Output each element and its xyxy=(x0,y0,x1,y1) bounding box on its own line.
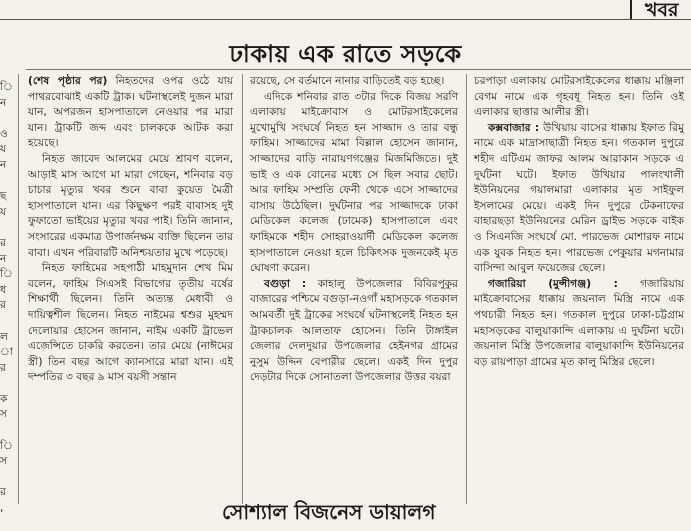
cropped-glyph: স xyxy=(0,408,7,421)
column-rule-2 xyxy=(242,74,243,504)
cropped-glyph: ি xyxy=(0,268,13,281)
paragraph: নিহত জাবেদ আলমের মেয়ে শ্রাবণ বলেন, আড়াই মাস আগে মা মারা গেছেন, শনিবার বড় চাচার মৃত্যুর খবর শুনে বাবা কুয়েত মৈত্রী হাসপাতালে যান। এর কিছুক্ষণ পরই বাবাসহ দুই ফুফাতো ভাইয়ের মৃত্যুর খবর পাই। তিনি জানান, সংসারের একমাত্র উপার্জনক্ষম ব্যক্তি ছিলেন তার বাবা। এখন পরিবারটি অনিশ্চয়তার মুখে পড়েছে। xyxy=(28,152,233,259)
cropped-glyph: ন xyxy=(0,158,7,171)
cropped-glyph: য xyxy=(0,205,7,218)
cropped-glyph xyxy=(0,376,10,392)
cropped-glyph: য xyxy=(0,143,7,156)
paragraph-text: নিহতদের ওপর ওঠে যায় পাথরবোঝাই একটি ট্রাক। ঘটনাস্থলেই দুজন মারা যান, অপরজন হাসপাতালে নেওয়ার পর মারা যান। ট্রাকটি জব্দ এবং চালককে আটক করা হয়েছে। xyxy=(28,75,233,150)
headline-rule xyxy=(26,69,691,70)
paragraph-text: কাহালু উপজেলার বিবিরপুকুর বাজারের পশ্চিমে বগুড়া-নওগাঁ মহাসড়কে গতকাল আমবর্তী দুই ট্রাকের সংঘর্ষে ঘটনাস্থলেই নিহত হন ট্রাকচালক আলতাফ হোসেন। তিনি টাঙ্গাইল জেলার দেলদুয়ার উপজেলার হেইনগর গ্রামের নুসুম উদ্দিন বেপারীর ছেলে। একই দিন দুপুর দেড়টার দিকে সোনাতলা উপজেলার উত্তর বয়রা xyxy=(250,277,458,384)
cropped-glyph: র xyxy=(0,486,6,499)
column-3 xyxy=(474,74,684,499)
section-divider-bar xyxy=(630,0,632,19)
left-cropped-column xyxy=(0,80,13,517)
column-2 xyxy=(250,74,458,499)
cropped-glyph: ও xyxy=(0,127,8,140)
next-article-headline: সোশ্যাল বিজনেস ডায়ালগ xyxy=(222,500,436,524)
dateline-gazaria: গজারিয়া (মুন্সীগঞ্জ) : xyxy=(488,277,618,290)
cropped-glyph: া xyxy=(0,346,13,359)
paragraph: নিহত ফাহিমের সহপাঠী মাহমুদান শেখ মিম বলেন, ফাহিম সিএসই বিভাগের তৃতীয় বর্ষের শিক্ষার্থী ছিলেন। তিনি অত্যন্ত মেধাবী ও দায়িত্বশীল ছিলেন। নিহত নাইমের শ্বশুর মুহম্মদ দেলোয়ার হোসেন জানান, নাইম একটি ট্রাভেল এজেন্সিতে চাকরি করতেন। তার মেয়ে (নাঈমের স্ত্রী) তিন বছর আগে ক্যানসারে মারা যান। এই দম্পতির ৩ বছর ৯ মাস বয়সী সন্তান xyxy=(28,262,233,384)
cropped-glyph: ধ xyxy=(0,283,6,296)
continuation-lead: (শেষ পৃষ্ঠার পর) xyxy=(28,75,108,87)
cropped-glyph: ল xyxy=(0,330,8,343)
cropped-glyph: স xyxy=(0,455,7,468)
cropped-glyph xyxy=(0,423,10,439)
paragraph: চরপাড়া এলাকায় মোটরসাইকেলের ধাক্কায় মঞ্জিলা বেগম নামে এক গৃহবধূ নিহত হন। তিনি ওই এলাকার ছাত্তার আলীর স্ত্রী। xyxy=(474,75,684,119)
cropped-glyph: ছ xyxy=(0,190,7,203)
dateline-coxsbazar: কক্সবাজার : xyxy=(488,121,540,134)
top-section-header xyxy=(0,0,691,22)
paragraph: এদিকে শনিবার রাত ৩টার দিকে বিজয় সরণি এলাকায় মাইক্রোবাস ও মোটরসাইকেলের মুখোমুখি সংঘর্ষে নিহত হন সাজ্জাদ ও তার বন্ধু ফাহিম। সাজ্জাদের মামা বিল্লাল হোসেন জানান, সাজ্জাদের বাড়ি নারায়ণগঞ্জের মিজমিজিতে। দুই ভাই ও এক বোনের মধ্যে সে ছিল সবার ছোট। আর ফাহিম সম্প্রতি ফেনী থেকে এসে সাজ্জাদের বাসায় উঠেছিল। দুর্ঘটনার পর সাজ্জাদকে ঢাকা মেডিকেল কলেজ (ঢামেক) হাসপাতালে এবং ফাহিমকে শহীদ সোহরাওয়ার্দী মেডিকেল কলেজ হাসপাতালে নেওয়া হলে চিকিৎসক দুজনকেই মৃত ঘোষণা করেন। xyxy=(250,90,458,275)
column-rule-1 xyxy=(18,74,19,504)
cropped-glyph xyxy=(0,470,10,486)
cropped-glyph xyxy=(0,220,10,236)
cropped-glyph: র xyxy=(0,361,6,374)
cropped-glyph: ি xyxy=(0,81,13,93)
cropped-glyph: ক xyxy=(0,392,8,405)
cropped-glyph: র xyxy=(0,236,6,249)
cropped-glyph: ি xyxy=(0,439,13,452)
cropped-glyph: ন xyxy=(0,252,7,265)
cropped-glyph: র xyxy=(0,299,6,312)
cropped-glyph: , xyxy=(0,502,4,515)
top-rule xyxy=(0,19,691,20)
paragraph-text: উখিয়ায় বাসের ধাক্কায় ইফাত রিমু নামে এক মাদ্রাসাছাত্রী নিহত হন। গতকাল দুপুরে শহীদ এটিএম জাফর আলম আরাকান সড়কে এ দুর্ঘটনা ঘটে। ইফাত উখিয়ার পালংখালী ইউনিয়নের গয়ালমারা এলাকার মৃত সাইফুল ইসলামের মেয়ে। একই দিন দুপুরে টেকনাফের বাহারছড়া ইউনিয়নের মেরিন ড্রাইভ সড়কে বাইক ও সিএনজি সংঘর্ষে মো. পারভেজ মোশারফ নামে এক যুবক নিহত হন। পারভেজ পেকুয়ার মগনামার বাসিন্দা আবুল ফয়েজের ছেলে। xyxy=(474,121,684,275)
column-rule-3 xyxy=(466,74,467,504)
paragraph: রয়েছে, সে বর্তমানে নানার বাড়িতেই বড় হচ্ছে। xyxy=(250,75,445,87)
cropped-glyph: ন xyxy=(0,96,7,109)
section-label: খবর xyxy=(645,0,679,21)
dateline-bogura: বগুড়া : xyxy=(264,277,307,290)
paragraph xyxy=(28,74,233,152)
paragraph-text: গজারিয়ায় মাইক্রোবাসের ধাক্কায় জয়নাল মিস্ত্রি নামে এক পথচারী নিহত হন। গতকাল দুপুরে ঢাকা-চট্টগ্রাম মহাসড়কের বালুয়াকান্দি এলাকায় এ দুর্ঘটনা ঘটে। জয়নাল মিস্ত্রি উপজেলার বালুয়াকান্দি ইউনিয়নের বড় রায়পাড়া গ্রামের মৃত কালু মিস্ত্রির ছেলে। xyxy=(474,277,685,368)
cropped-glyph xyxy=(0,174,10,190)
cropped-glyph xyxy=(0,314,10,330)
column-1 xyxy=(28,74,233,499)
article-headline: ঢাকায় এক রাতে সড়কে xyxy=(229,40,462,68)
cropped-glyph xyxy=(0,111,10,127)
